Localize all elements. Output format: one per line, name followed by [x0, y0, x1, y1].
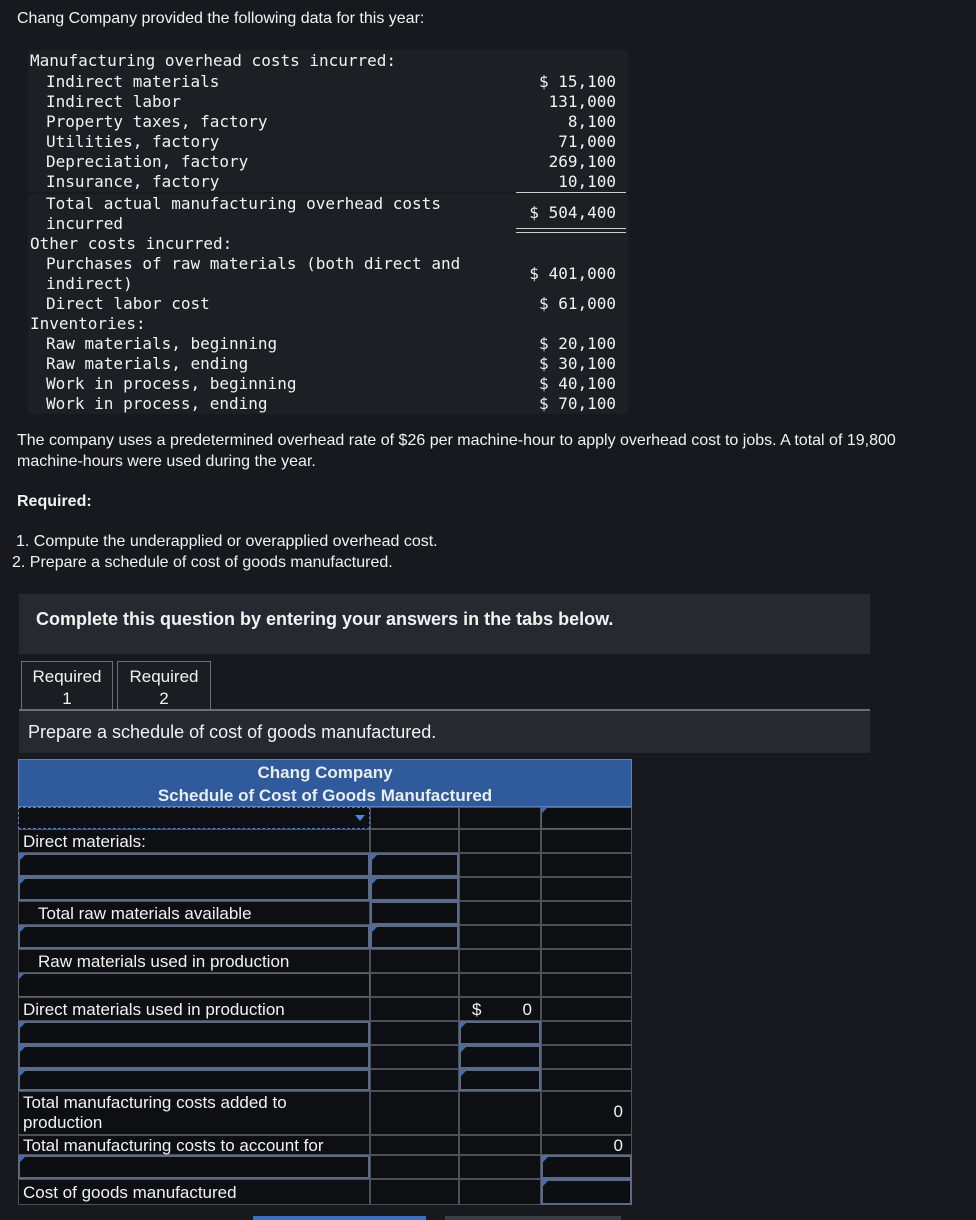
row-value: 131,000 [548, 92, 616, 111]
total-mfg-added-label: Total manufacturing costs added to [23, 1093, 287, 1112]
row-value: $ 15,100 [538, 72, 616, 91]
currency-symbol: $ [472, 1000, 482, 1019]
amount-cell [459, 1135, 541, 1155]
amount-cell [370, 1021, 459, 1045]
line-label-input[interactable] [18, 973, 370, 997]
row-label: Raw materials, ending [46, 354, 249, 373]
row-value: 269,100 [548, 152, 616, 171]
amount-input[interactable] [370, 877, 459, 901]
amount-cell [541, 949, 632, 973]
moh-header-row [28, 50, 628, 72]
total-to-account-label: Total manufacturing costs to account for [23, 1136, 324, 1155]
line-label-input[interactable] [18, 1155, 370, 1179]
amount-input[interactable] [459, 1045, 541, 1069]
inv-header-row [28, 314, 628, 334]
line-label-input[interactable] [18, 1069, 370, 1091]
other-header: Other costs incurred: [30, 234, 233, 253]
total-mfg-added-value-cell [541, 1091, 632, 1135]
amount-cell [459, 1179, 541, 1205]
rm-used-label: Raw materials used in production [38, 952, 290, 971]
schedule-table [18, 759, 632, 1209]
row-label: Work in process, beginning [46, 374, 297, 393]
amount-input[interactable] [370, 853, 459, 877]
amount-cell [459, 925, 541, 949]
double-underline [516, 228, 626, 233]
inv-header: Inventories: [30, 314, 146, 333]
cogm-label-cell [18, 1179, 370, 1205]
row-value: $ 401,000 [529, 264, 616, 283]
dm-used-value-cell [459, 997, 541, 1021]
amount-cell [541, 853, 632, 877]
amount-cell [370, 1045, 459, 1069]
total-rm-available-label: Total raw materials available [38, 904, 252, 923]
row-value: $ 70,100 [538, 394, 616, 413]
tab-label: Required [32, 667, 102, 686]
row-label: indirect) [46, 274, 133, 293]
amount-input[interactable] [541, 1155, 632, 1179]
amount-cell [459, 829, 541, 853]
amount-cell [459, 1091, 541, 1135]
tab-label: Required [129, 667, 199, 686]
line-label-input[interactable] [18, 877, 370, 901]
amount-cell [541, 997, 632, 1021]
row-value: $ 40,100 [538, 374, 616, 393]
required-list [12, 531, 438, 573]
total-underline [516, 192, 626, 193]
data-row [28, 172, 628, 192]
amount-input[interactable] [370, 925, 459, 949]
label-dropdown[interactable] [18, 807, 370, 829]
amount-cell [541, 925, 632, 949]
line-label-input[interactable] [18, 925, 370, 949]
intro-text: Chang Company provided the following data for this year: [17, 10, 425, 27]
data-row [28, 72, 628, 92]
line-label-input[interactable] [18, 1021, 370, 1045]
row-value: 10,100 [558, 172, 616, 191]
required-heading: Required: [17, 493, 92, 510]
amount-cell [541, 1045, 632, 1069]
amount-cell [541, 1069, 632, 1091]
row-value: $ 30,100 [538, 354, 616, 373]
amount-cell [541, 901, 632, 925]
data-row [28, 254, 628, 294]
data-row [28, 294, 628, 314]
data-row [28, 334, 628, 354]
row-value: $ 20,100 [538, 334, 616, 353]
total-mfg-added-label: production [23, 1113, 103, 1132]
amount-input[interactable] [459, 1069, 541, 1091]
row-label: Indirect labor [46, 92, 181, 111]
tab-required-1[interactable] [21, 661, 113, 709]
amount-cell [370, 973, 459, 997]
direct-materials-label-cell [18, 829, 370, 853]
amount-cell [459, 949, 541, 973]
schedule-header [18, 759, 632, 807]
amount-input[interactable] [459, 1021, 541, 1045]
amount-cell [459, 1155, 541, 1179]
row-value: 8,100 [567, 112, 616, 131]
row-value: $ 504,400 [529, 203, 616, 222]
problem-paragraph: The company uses a predetermined overhead rate of $26 per machine-hour to apply overhead cost to jobs. A total of 19,800 machine-hours were used during the year. [17, 432, 896, 470]
data-row [28, 394, 628, 414]
instruction-banner: Complete this question by entering your answers in the tabs below. [19, 594, 870, 654]
direct-materials-label: Direct materials: [23, 832, 146, 851]
amount-cell [541, 973, 632, 997]
data-row [28, 374, 628, 394]
amount-input[interactable] [370, 901, 459, 925]
amount-cell [459, 853, 541, 877]
total-to-account-value-cell [541, 1135, 632, 1155]
line-label-input[interactable] [18, 853, 370, 877]
dm-used-value: 0 [522, 1000, 532, 1019]
company-name: Chang Company [257, 763, 393, 782]
cogm-label: Cost of goods manufactured [23, 1183, 237, 1202]
data-row [28, 132, 628, 152]
chevron-down-icon [355, 815, 365, 821]
row-value: 71,000 [558, 132, 616, 151]
amount-cell [370, 1179, 459, 1205]
required-item-2: 2. Prepare a schedule of cost of goods manufactured. [12, 554, 393, 571]
amount-cell [370, 829, 459, 853]
data-row [28, 152, 628, 172]
row-label: Direct labor cost [46, 294, 210, 313]
data-row [28, 354, 628, 374]
amount-cell [459, 807, 541, 829]
amount-cell [370, 1155, 459, 1179]
schedule-title: Schedule of Cost of Goods Manufactured [157, 786, 493, 805]
row-label: Total actual manufacturing overhead costs [46, 194, 441, 213]
moh-header: Manufacturing overhead costs incurred: [30, 51, 397, 70]
rm-used-label-cell [18, 949, 370, 973]
prev-button-edge[interactable] [253, 1216, 426, 1220]
tab-number: 2 [159, 689, 169, 708]
total-input[interactable] [541, 807, 632, 829]
row-label: Depreciation, factory [46, 152, 249, 171]
amount-cell [370, 997, 459, 1021]
amount-cell [370, 1069, 459, 1091]
amount-cell [370, 1091, 459, 1135]
total-to-account-value: 0 [613, 1136, 623, 1155]
row-label: Insurance, factory [46, 172, 220, 191]
amount-cell [541, 1021, 632, 1045]
amount-cell [370, 1135, 459, 1155]
tab-instruction: Prepare a schedule of cost of goods manufactured. [19, 711, 870, 753]
row-value: $ 61,000 [538, 294, 616, 313]
dm-used-label: Direct materials used in production [23, 1000, 285, 1019]
tab-required-2[interactable] [117, 661, 211, 709]
amount-cell [459, 901, 541, 925]
row-label: Indirect materials [46, 72, 220, 91]
row-label: Property taxes, factory [46, 112, 268, 131]
row-label: incurred [46, 214, 124, 233]
total-mfg-added-value: 0 [613, 1102, 623, 1121]
amount-cell [370, 949, 459, 973]
amount-cell [459, 877, 541, 901]
row-label: Raw materials, beginning [46, 334, 278, 353]
row-label: Utilities, factory [46, 132, 220, 151]
total-to-account-label-cell [18, 1135, 370, 1155]
amount-cell [370, 807, 459, 829]
amount-cell [541, 877, 632, 901]
next-button-edge[interactable] [445, 1216, 621, 1220]
cogm-input[interactable] [541, 1179, 632, 1205]
total-mfg-added-label-cell [18, 1091, 370, 1135]
data-row [28, 92, 628, 112]
dm-used-label-cell [18, 997, 370, 1021]
amount-cell [541, 829, 632, 853]
tab-number: 1 [62, 689, 72, 708]
row-label: Purchases of raw materials (both direct and [46, 254, 461, 273]
other-header-row [28, 234, 628, 254]
data-row [28, 112, 628, 132]
line-label-input[interactable] [18, 1045, 370, 1069]
total-rm-available-label-cell [18, 901, 370, 925]
row-label: Work in process, ending [46, 394, 268, 413]
amount-cell [459, 973, 541, 997]
required-item-1: 1. Compute the underapplied or overapplied overhead cost. [16, 533, 438, 550]
